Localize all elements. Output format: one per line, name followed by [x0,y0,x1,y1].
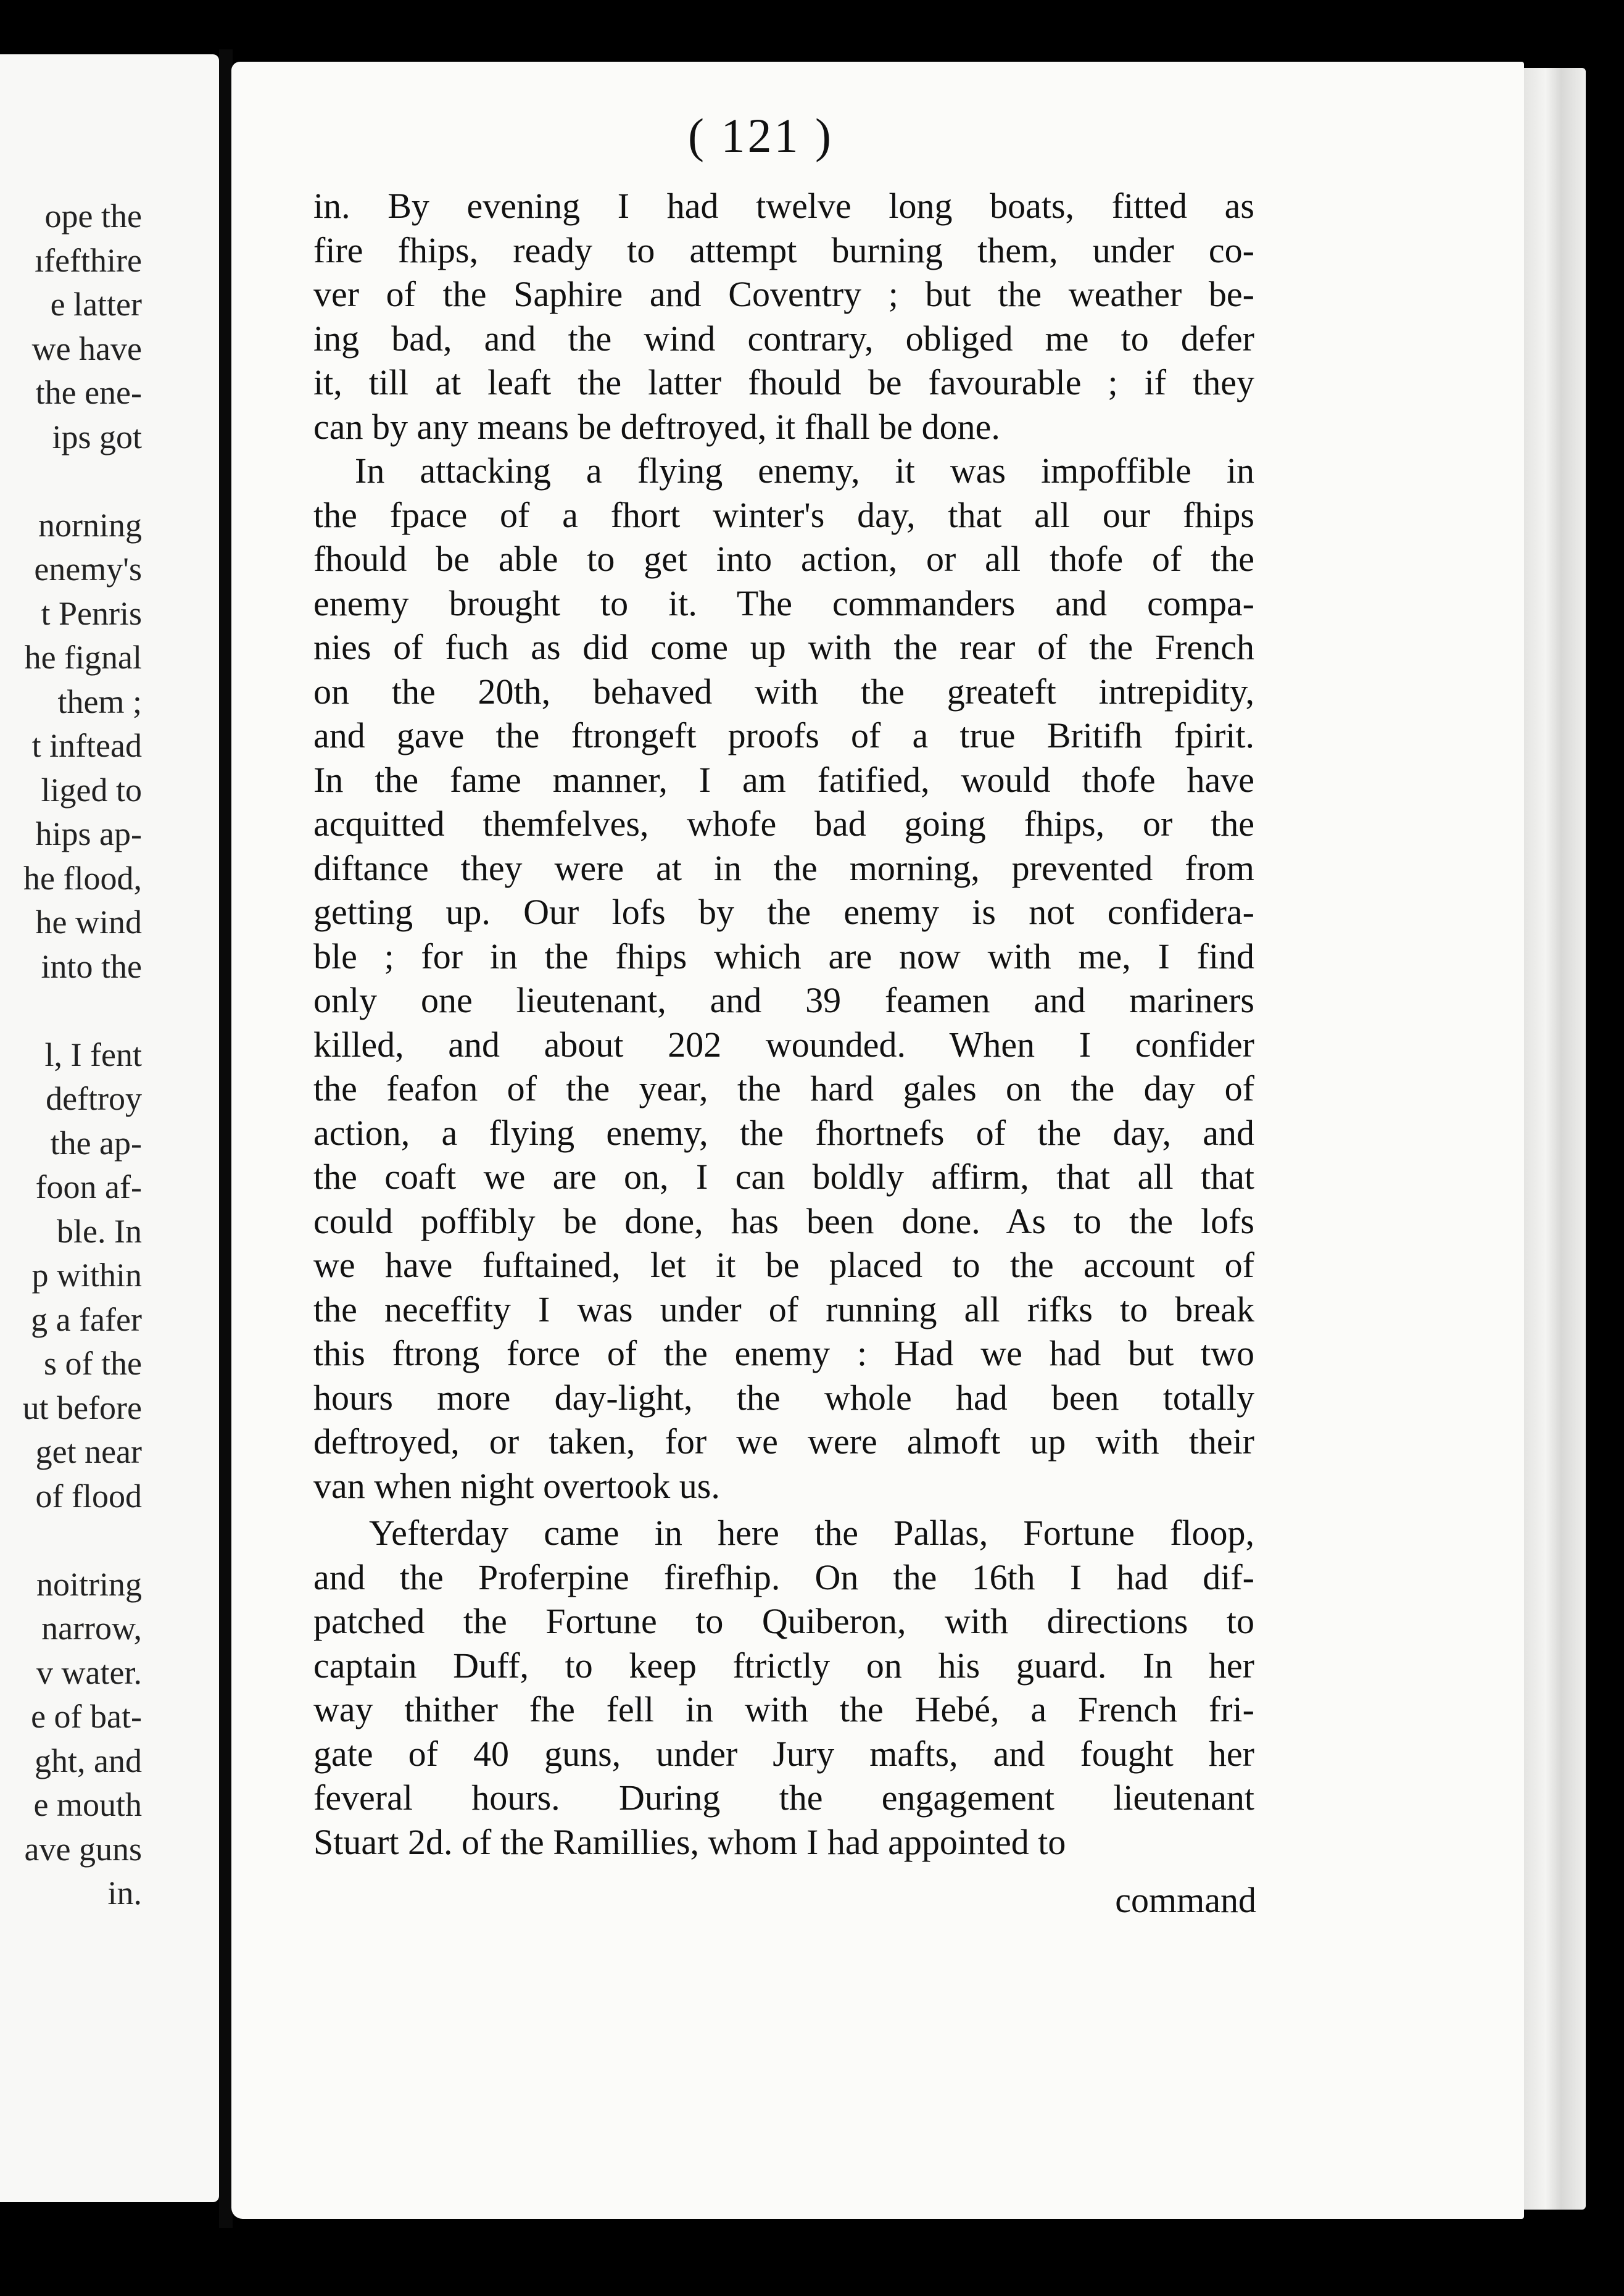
facing-page-line: ips got [52,418,142,455]
text-line: the fpace of a fhort winter's day, that all our fhips [313,494,1254,535]
facing-page-line: ıfefthire [35,241,142,279]
text-line: could poffibly be done, has been done. As to the lofs [313,1200,1254,1241]
facing-page-line: into the [41,947,142,985]
text-line: captain Duff, to keep ftrictly on his guard. In her [313,1645,1254,1686]
text-line: only one lieutenant, and 39 feamen and mariners [313,980,1254,1020]
facing-page-fragment [0,54,219,2202]
facing-page-line: ut before [22,1389,142,1426]
facing-page-line: in. [107,1874,142,1911]
facing-page-line: foon af- [35,1168,142,1205]
text-line: way thither fhe fell in with the Hebé, a French fri- [313,1689,1254,1729]
text-line: the neceffity I was under of running all rifks to break [313,1289,1254,1329]
facing-page-line: l, I fent [44,1036,142,1073]
facing-page-line: we have [31,330,142,367]
facing-page-line: of flood [35,1477,142,1515]
text-line: In attacking a flying enemy, it was impoffible in [355,451,1254,491]
text-line: it, till at leaft the latter fhould be favourable ; if they [313,362,1254,402]
text-line: this ftrong force of the enemy : Had we had but two [313,1333,1254,1373]
text-line: feveral hours. During the engagement lieutenant [313,1778,1254,1818]
facing-page-line: narrow, [41,1610,142,1647]
facing-page-line: v water. [36,1653,142,1691]
text-line: acquitted themfelves, whofe bad going fhips, or the [313,804,1254,844]
facing-page-line: g a fafer [31,1300,142,1338]
facing-page-line: get near [35,1433,142,1470]
facing-page-line: them ; [57,683,142,720]
facing-page-line: s of the [44,1345,142,1382]
facing-page-line: noitring [36,1565,142,1603]
text-line: can by any means be deftroyed, it fhall be done. [313,406,1000,447]
facing-page-line: he flood, [23,859,142,897]
text-line: on the 20th, behaved with the greateft intrepidity, [313,671,1254,712]
facing-page-line: deftroy [46,1080,142,1117]
catchword: command [1115,1880,1256,1920]
text-line: and gave the ftrongeft proofs of a true Britifh fpirit. [313,715,1254,755]
facing-page-line: e of bat- [31,1698,142,1735]
facing-page-line: ave guns [24,1830,142,1868]
text-line: gate of 40 guns, under Jury mafts, and fought her [313,1733,1254,1774]
page-edges [1524,68,1586,2210]
facing-page-line: he wind [35,904,142,941]
text-line: fire fhips, ready to attempt burning them, under co- [313,230,1254,270]
text-line: ing bad, and the wind contrary, obliged me to defer [313,318,1254,359]
facing-page-line: ble. In [57,1212,142,1250]
text-line: the feafon of the year, the hard gales on the day of [313,1068,1254,1108]
text-line: in. By evening I had twelve long boats, fitted as [313,186,1254,226]
facing-page-line: t inftead [31,727,142,764]
text-line: ble ; for in the fhips which are now with me, I find [313,936,1254,976]
facing-page-line: he fignal [24,639,142,676]
text-line: the coaft we are on, I can boldly affirm, that all that [313,1157,1254,1197]
facing-page-line: liged to [41,771,142,809]
text-line: Yefterday came in here the Pallas, Fortune floop, [369,1513,1254,1553]
text-line: diftance they were at in the morning, prevented from [313,847,1254,888]
text-line: Stuart 2d. of the Ramillies, whom I had appointed to [313,1821,1066,1862]
text-line: getting up. Our lofs by the enemy is not confidera- [313,892,1254,932]
facing-page-line: the ap- [50,1124,142,1162]
text-line: and the Proferpine firefhip. On the 16th I had dif- [313,1557,1254,1597]
text-line: deftroyed, or taken, for we were almoft up with their [313,1421,1254,1462]
text-line: patched the Fortune to Quiberon, with directions to [313,1601,1254,1641]
book-gutter [219,49,233,2228]
facing-page-line: e mouth [33,1786,142,1823]
text-line: fhould be able to get into action, or all thofe of the [313,539,1254,579]
text-line: we have fuftained, let it be placed to the account of [313,1245,1254,1285]
text-line: ver of the Saphire and Coventry ; but the weather be- [313,274,1254,314]
text-line: killed, and about 202 wounded. When I confider [313,1024,1254,1065]
facing-page-line: ope the [44,198,142,235]
facing-page-line: e latter [50,286,142,323]
facing-page-line: norning [38,506,142,544]
facing-page-line: ght, and [35,1742,142,1779]
facing-page-line: p within [31,1257,142,1294]
facing-page-line: enemy's [34,551,142,588]
text-line: In the fame manner, I am fatified, would thofe have [313,759,1254,800]
page-number-header: ( 121 ) [688,109,834,162]
facing-page-line: hips ap- [35,815,142,852]
text-line: enemy brought to it. The commanders and compa- [313,583,1254,623]
facing-page-line: the ene- [35,374,142,411]
text-line: van when night overtook us. [313,1465,720,1506]
text-line: nies of fuch as did come up with the rear of the French [313,627,1254,667]
facing-page-line: t Penris [41,594,142,632]
text-line: action, a flying enemy, the fhortnefs of the day, and [313,1112,1254,1153]
text-line: hours more day-light, the whole had been totally [313,1377,1254,1418]
